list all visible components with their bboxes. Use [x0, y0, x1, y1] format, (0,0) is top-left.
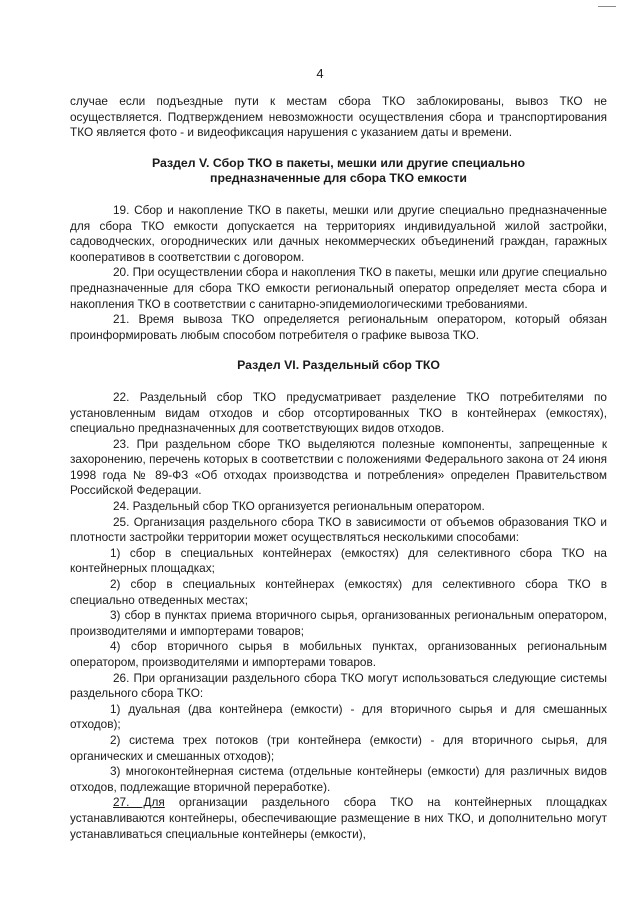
paragraph-26-item-3: 3) многоконтейнерная система (отдельные контейнеры (емкости) для различных видов отходов, подлежащие вторичной переработке). [70, 764, 607, 794]
section-5-title-line-2: предназначенные для сбора ТКО емкости [210, 171, 467, 186]
paragraph-24: 24. Раздельный сбор ТКО организуется региональным оператором. [113, 499, 485, 514]
paragraph-25-item-4: 4) сбор вторичного сырья в мобильных пунктах, организованных региональным оператором, производителями и импортерами товаров. [70, 639, 607, 669]
paragraph-23: 23. При раздельном сборе ТКО выделяются полезные компоненты, запрещенные к захоронению, перечень которых в соответствии с положениями Федерального закона от 24 июня 1998 года № 89-ФЗ «Об отходах производства и потребления» определен Правительством Российской Федерации. [70, 436, 607, 498]
paragraph-27 [70, 795, 607, 842]
paragraph-26: 26. При организации раздельного сбора ТКО могут использоваться следующие системы раздельного сбора ТКО: [70, 670, 607, 701]
scan-corner-mark [598, 6, 616, 7]
paragraph-22: 22. Раздельный сбор ТКО предусматривает разделение ТКО потребителями по установленным видам отходов и сбор отсортированных ТКО в контейнерах (емкостях), специально предназначенных для соответствующих видов отходов. [70, 389, 607, 436]
paragraph-25: 25. Организация раздельного сбора ТКО в зависимости от объемов образования ТКО и плотности застройки территории может осуществляться несколькими способами: [70, 514, 607, 545]
paragraph-25-item-1: 1) сбор в специальных контейнерах (емкостях) для селективного сбора ТКО на контейнерных площадках; [70, 545, 607, 576]
paragraph-27-prefix: 27. Для [113, 795, 165, 810]
paragraph-25-item-3: 3) сбор в пунктах приема вторичного сырья, организованных региональным оператором, производителями и импортерами товаров; [70, 608, 607, 638]
section-6-title: Раздел VI. Раздельный сбор ТКО [237, 358, 440, 373]
paragraph-26-item-2: 2) система трех потоков (три контейнера (емкости) - для вторичного сырья, для органических и смешанных отходов); [70, 732, 607, 763]
paragraph-25-item-2: 2) сбор в специальных контейнерах (емкостях) для селективного сбора ТКО в специально отведенных местах; [70, 577, 607, 607]
paragraph-27-text: организации раздельного сбора ТКО на контейнерных площадках устанавливаются контейнеры, обеспечивающие размещение в них ТКО, и дополнительно могут устанавливаться специальные контейнеры (емкости), [70, 795, 607, 841]
section-5-title-line-1: Раздел V. Сбор ТКО в пакеты, мешки или другие специально [151, 155, 526, 170]
section-5-heading [70, 156, 607, 187]
section-6-heading [70, 358, 607, 374]
document-body [70, 94, 607, 842]
paragraph-19: 19. Сбор и накопление ТКО в пакеты, мешки или другие специально предназначенные для сбора ТКО емкости допускается на территориях индивидуальной жилой застройки, садоводческих, огороднических или дачных некоммерческих объединений граждан, гаражных кооперативов в соответствии с договором. [70, 202, 607, 264]
intro-paragraph: случае если подъездные пути к местам сбора ТКО заблокированы, вывоз ТКО не осуществляется. Подтверждением невозможности осуществления сбора и транспортирования ТКО является фото - и видеофиксация нарушения с указанием даты и времени. [70, 94, 607, 140]
paragraph-26-item-1: 1) дуальная (два контейнера (емкости) - для вторичного сырья и для смешанных отходов); [70, 701, 607, 732]
paragraph-21: 21. Время вывоза ТКО определяется региональным оператором, который обязан проинформировать любым способом потребителя о графике вывоза ТКО. [70, 312, 607, 342]
paragraph-20: 20. При осуществлении сбора и накопления ТКО в пакеты, мешки или другие специально предназначенные для сбора ТКО емкости региональный оператор определяет места сбора и накопления ТКО в соответствии с санитарно-эпидемиологическими требованиями. [70, 265, 607, 311]
page-number: 4 [316, 66, 324, 81]
